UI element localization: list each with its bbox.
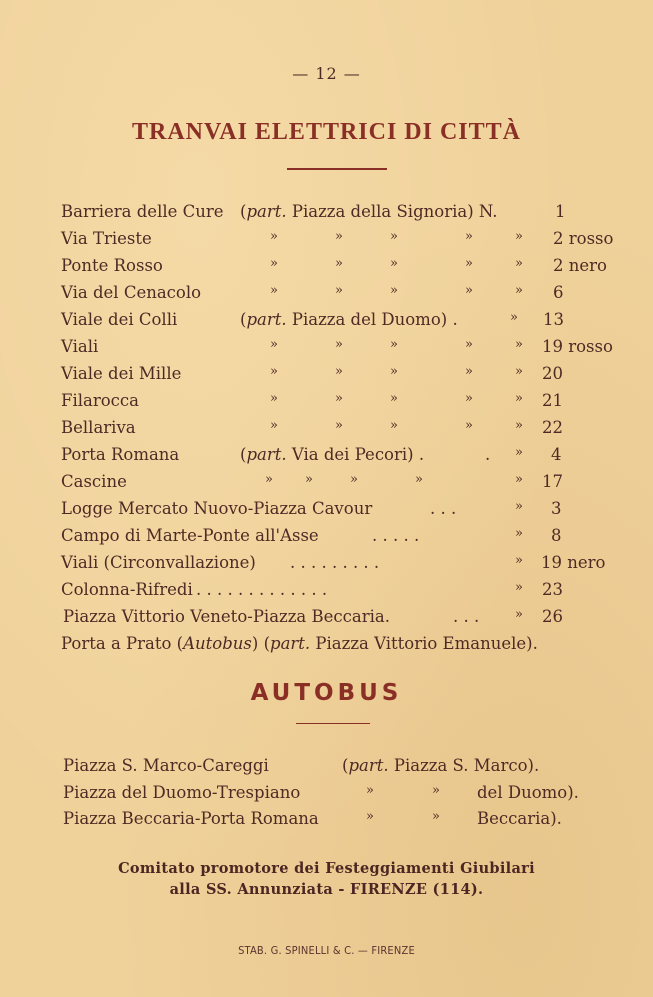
- ditto-mark: »: [390, 283, 398, 298]
- list-item: [0, 364, 653, 390]
- ditto-mark: »: [515, 472, 523, 487]
- ditto-mark: »: [465, 391, 473, 406]
- ditto-mark: »: [515, 499, 523, 514]
- ditto-mark: »: [432, 783, 440, 798]
- route-name: Porta Romana: [61, 445, 180, 464]
- note-rest: Piazza S. Marco).: [388, 756, 540, 775]
- list-item: [0, 526, 653, 552]
- list-item: [0, 445, 653, 471]
- ditto-mark: »: [270, 364, 278, 379]
- list-item: [0, 391, 653, 417]
- leader-dots: .: [485, 445, 491, 464]
- leader-dots: . . . . .: [372, 526, 420, 545]
- ditto-mark: »: [366, 809, 374, 824]
- route-name: Ponte Rosso: [61, 256, 163, 275]
- line-number: 23: [542, 580, 563, 599]
- route-name: Viali: [61, 337, 99, 356]
- line-number: 3: [551, 499, 562, 518]
- list-item: [0, 337, 653, 363]
- line-number: 13: [543, 310, 564, 329]
- line-number: 1: [555, 202, 566, 221]
- ditto-mark: »: [335, 256, 343, 271]
- route-dest: Beccaria).: [477, 809, 562, 828]
- part-abbrev: part.: [270, 634, 311, 653]
- leader-dots: . . .: [430, 499, 457, 518]
- ditto-mark: »: [305, 472, 313, 487]
- route-note: (part. Piazza del Duomo) .: [240, 310, 458, 329]
- list-item: [0, 553, 653, 579]
- ditto-mark: »: [366, 783, 374, 798]
- line-number: 17: [542, 472, 563, 491]
- note-rest: Piazza della Signoria) N.: [286, 202, 498, 221]
- route-name: Colonna-Rifredi: [61, 580, 193, 599]
- line-number: 6: [553, 283, 564, 302]
- ditto-mark: »: [335, 418, 343, 433]
- ditto-mark: »: [390, 229, 398, 244]
- line-number: 8: [551, 526, 562, 545]
- ditto-mark: »: [515, 391, 523, 406]
- route-name: Filarocca: [61, 391, 139, 410]
- route-name: Cascine: [61, 472, 127, 491]
- ditto-mark: »: [270, 418, 278, 433]
- list-item: [0, 634, 653, 660]
- route-name: Viale dei Mille: [61, 364, 182, 383]
- ditto-mark: »: [270, 283, 278, 298]
- list-item: [0, 283, 653, 309]
- ditto-mark: »: [335, 337, 343, 352]
- page-title: TRANVAI ELETTRICI DI CITTÀ: [132, 119, 521, 145]
- list-item: [0, 418, 653, 444]
- ditto-mark: »: [465, 337, 473, 352]
- route-name: Via del Cenacolo: [61, 283, 202, 302]
- route-note: (part. Piazza S. Marco).: [342, 756, 540, 775]
- part-abbrev: part.: [246, 445, 287, 464]
- ditto-mark: »: [465, 418, 473, 433]
- ditto-mark: »: [390, 364, 398, 379]
- list-item: [0, 607, 653, 633]
- line-number: 4: [551, 445, 562, 464]
- ditto-mark: »: [465, 283, 473, 298]
- route-name: Piazza S. Marco-Careggi: [63, 756, 269, 775]
- ditto-mark: »: [390, 418, 398, 433]
- ditto-mark: »: [335, 391, 343, 406]
- ditto-mark: »: [515, 229, 523, 244]
- ditto-mark: »: [335, 364, 343, 379]
- ditto-mark: »: [465, 229, 473, 244]
- ditto-mark: »: [390, 337, 398, 352]
- route-name: Logge Mercato Nuovo-Piazza Cavour: [61, 499, 373, 518]
- ditto-mark: »: [515, 607, 523, 622]
- route-name: Viale dei Colli: [61, 310, 178, 329]
- list-item: [0, 229, 653, 255]
- list-item: [0, 756, 653, 782]
- list-item: [0, 580, 653, 606]
- ditto-mark: »: [270, 391, 278, 406]
- ditto-mark: »: [265, 472, 273, 487]
- ditto-mark: »: [390, 256, 398, 271]
- line-number: 2 rosso: [553, 229, 614, 248]
- ditto-mark: »: [515, 580, 523, 595]
- ditto-mark: »: [270, 337, 278, 352]
- line-number: 22: [542, 418, 563, 437]
- route-name: Barriera delle Cure: [61, 202, 224, 221]
- route-name: Porta a Prato (: [61, 634, 184, 653]
- line-number: 2 nero: [553, 256, 607, 275]
- ditto-mark: »: [515, 418, 523, 433]
- ditto-mark: »: [350, 472, 358, 487]
- autobus-divider: [296, 723, 370, 724]
- note-rest: Via dei Pecori) .: [286, 445, 425, 464]
- leader-dots: . . . . . . . . . . . . .: [196, 580, 328, 599]
- list-item: [0, 472, 653, 498]
- ditto-mark: »: [515, 337, 523, 352]
- route-note: (part. Piazza della Signoria) N.: [240, 202, 498, 221]
- note-sep: ) (: [251, 634, 271, 653]
- route-name: Piazza Vittorio Veneto-Piazza Beccaria.: [63, 607, 390, 626]
- part-abbrev: part.: [348, 756, 389, 775]
- ditto-mark: »: [390, 391, 398, 406]
- part-abbrev: part.: [246, 310, 287, 329]
- note-rest: Piazza Vittorio Emanuele).: [310, 634, 538, 653]
- route-name: Viali (Circonvallazione): [61, 553, 256, 572]
- leader-dots: . . .: [453, 607, 480, 626]
- ditto-mark: »: [415, 472, 423, 487]
- ditto-mark: »: [515, 526, 523, 541]
- line-number: 19 nero: [541, 553, 606, 572]
- route-name: Bellariva: [61, 418, 136, 437]
- ditto-mark: »: [432, 809, 440, 824]
- ditto-mark: »: [515, 364, 523, 379]
- ditto-mark: »: [515, 256, 523, 271]
- route-name: Via Trieste: [61, 229, 152, 248]
- line-number: 21: [542, 391, 563, 410]
- ditto-mark: »: [335, 229, 343, 244]
- autobus-label: Autobus: [183, 634, 252, 653]
- note-rest: Piazza del Duomo) .: [286, 310, 458, 329]
- title-divider: [287, 168, 387, 170]
- list-item: [0, 809, 653, 835]
- part-abbrev: part.: [246, 202, 287, 221]
- list-item: [0, 310, 653, 336]
- route-note: (part. Via dei Pecori) .: [240, 445, 425, 464]
- ditto-mark: »: [270, 256, 278, 271]
- line-number: 19 rosso: [542, 337, 613, 356]
- ditto-mark: »: [515, 553, 523, 568]
- ditto-mark: »: [515, 283, 523, 298]
- line-number: 20: [542, 364, 563, 383]
- section-title-autobus: AUTOBUS: [250, 680, 403, 706]
- list-item: [0, 499, 653, 525]
- ditto-mark: »: [515, 445, 523, 460]
- leader-dots: . . . . . . . . .: [290, 553, 380, 572]
- route-name: Piazza Beccaria-Porta Romana: [63, 809, 319, 828]
- porta-prato-line: [61, 634, 538, 653]
- ditto-mark: »: [465, 256, 473, 271]
- list-item: [0, 202, 653, 228]
- line-number: 26: [542, 607, 563, 626]
- ditto-mark: »: [510, 310, 518, 325]
- route-dest: del Duomo).: [477, 783, 579, 802]
- printer-imprint: STAB. G. SPINELLI & C. — FIRENZE: [238, 944, 415, 957]
- page-number: — 12 —: [292, 64, 361, 83]
- route-name: Campo di Marte-Ponte all'Asse: [61, 526, 319, 545]
- footer-line-2: alla SS. Annunziata - FIRENZE (114).: [169, 881, 484, 898]
- route-name: Piazza del Duomo-Trespiano: [63, 783, 301, 802]
- list-item: [0, 783, 653, 809]
- ditto-mark: »: [465, 364, 473, 379]
- list-item: [0, 256, 653, 282]
- footer-line-1: Comitato promotore dei Festeggiamenti Giubilari: [118, 860, 535, 877]
- ditto-mark: »: [270, 229, 278, 244]
- ditto-mark: »: [335, 283, 343, 298]
